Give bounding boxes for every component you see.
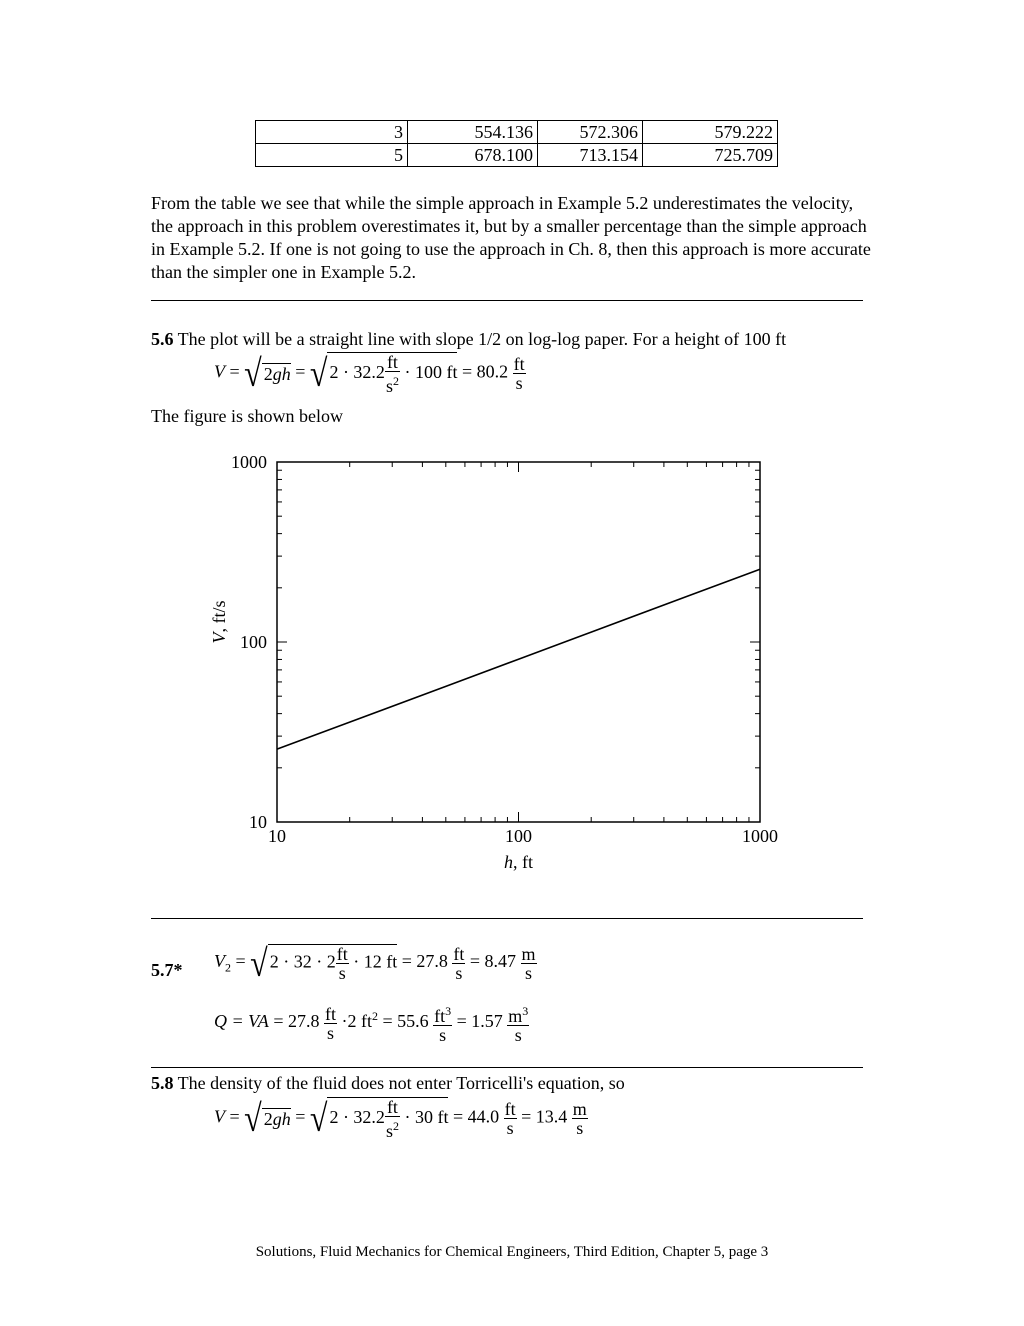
eq-text: 2 · 32.2 [329,362,385,383]
table-row [256,121,778,144]
sqrt-symbol: √ 2gh [244,1096,291,1140]
series-line [277,569,760,749]
x-axis-label: h, ft [504,852,533,872]
eq-text: · 100 ft [399,362,458,383]
fraction: $\frac{ft}{s^2}$ [385,1097,399,1141]
problem-statement: The density of the fluid does not enter Torricelli's equation, so [173,1073,625,1093]
eq-text: = 8.47 [469,951,517,972]
eq-text: ·2 ft [341,1011,372,1032]
fraction: $\frac{ft}{s}$ [513,354,525,393]
problem-label: 5.8 [151,1073,174,1093]
x-tick-label: 100 [505,826,532,846]
separator-line [151,300,863,301]
sqrt-symbol: √ 2gh [244,351,291,395]
eq-text: = 80.2 [461,361,509,382]
eq-var: Q = VA [214,1011,269,1032]
eq-var: V [214,1106,225,1127]
plot-frame [277,462,760,822]
eq-text: = 1.57 [456,1011,503,1032]
equation-5-7-flow: Q = VA = 27.8 $\frac{ft}{s}$ ·2 $ft^2 = 55.6$ $\frac{ft^3}{s}$ = 1.57 $\frac{m^3}{s}$ [214,1003,529,1045]
table-cell: 579.222 [643,121,778,144]
figure-caption: The figure is shown below [151,406,343,426]
table-cell: 3 [256,121,408,144]
eq-text: = [235,951,251,972]
fraction: $\frac{ft}{s}$ [336,944,348,983]
fraction: $\frac{ft^3}{s}$ [434,1004,452,1045]
eq-text: = [229,361,245,382]
fraction: $\frac{ft}{s}$ [324,1003,336,1043]
separator-line [151,918,863,919]
y-tick-label: 10 [249,812,267,832]
eq-text: = [295,361,306,382]
sqrt-symbol: √ 2 · 32 · 2 $\frac{ft}{s}$ · 12 ft [250,940,398,984]
eq-text: = 13.4 [521,1106,568,1127]
equation-5-8 [214,1097,588,1140]
table-cell: 725.709 [643,144,778,167]
discussion-paragraph: From the table we see that while the simple approach in Example 5.2 underestimates the velocity, the approach in this problem overestimates it, but by a smaller percentage than the simple approach in Example 5.2. If one is not going to use the approach in Ch. 8, then this approach is more accurate than the simpler one in Example 5.2. [151,193,871,282]
equation-5-7-velocity [214,940,537,984]
x-tick-label: 10 [268,826,286,846]
eq-text: = [295,1106,306,1127]
y-axis-label: V, ft/s [209,600,229,644]
eq-text: = [229,1106,245,1127]
eq-sub: 2 [225,960,231,975]
fraction: $\frac{m}{s}$ [521,943,536,983]
fraction: $\frac{ft}{s}$ [453,943,465,983]
eq-text: = 44.0 [452,1106,500,1127]
table-cell: 572.306 [538,121,643,144]
eq-text: 2 · 32 · 2 [269,951,336,972]
eq-text: = 27.8 [273,1011,320,1032]
eq-text: = 55.6 [382,1011,429,1032]
problem-statement: The plot will be a straight line with slope 1/2 on log-log paper. For a height of 100 ft [173,329,787,349]
table-cell: 554.136 [408,121,538,144]
sqrt-symbol: √ 2 · 32.2 $\frac{ft}{s^2}$ · 30 ft [309,1096,449,1141]
fraction: $\frac{m^3}{s}$ [508,1004,529,1045]
problem-label: 5.6 [151,329,174,349]
eq-var: V [214,951,225,972]
fraction: $\frac{ft}{s^2}$ [385,352,399,396]
eq-text: 2 [263,363,273,384]
separator-line [151,1067,863,1068]
eq-var: V [214,361,225,382]
problem-label: 5.7* [151,960,183,980]
table-cell: 5 [256,144,408,167]
log-log-plot [200,440,800,880]
table-cell: 678.100 [408,144,538,167]
eq-text: · 12 ft [348,951,398,972]
table-row [256,144,778,167]
y-tick-label: 100 [240,632,267,652]
fraction: $\frac{ft}{s}$ [504,1099,516,1138]
sqrt-symbol: √ 2 · 32.2 $\frac{ft}{s^2}$ · 100 ft [309,351,458,396]
page-footer: Solutions, Fluid Mechanics for Chemical Engineers, Third Edition, Chapter 5, page 3 [255,1244,769,1260]
x-tick-label: 1000 [742,826,778,846]
eq-text: = 27.8 [401,951,448,972]
problem-5-8-text [151,1072,871,1095]
problem-5-6-text [151,328,871,351]
fraction: $\frac{m}{s}$ [572,1099,587,1138]
results-table [255,120,778,167]
equation-5-6 [214,352,526,395]
y-tick-label: 1000 [231,452,267,472]
table-cell: 713.154 [538,144,643,167]
eq-var: gh [272,363,291,384]
